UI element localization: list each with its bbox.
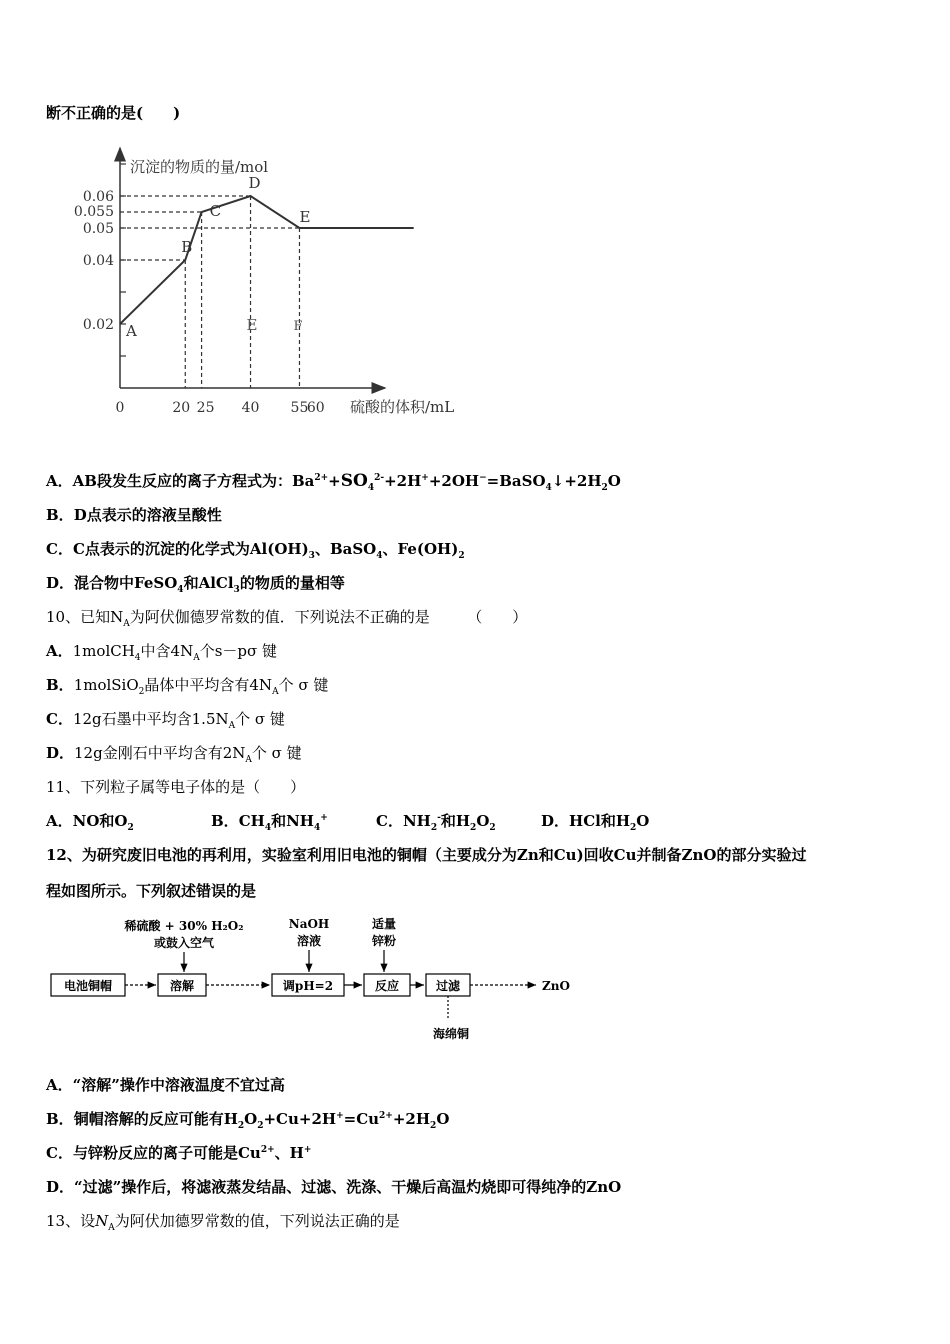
q10-option-d: D．12g金刚石中平均含有$2N_A$个 σ 键 <box>46 744 302 765</box>
q12-stem-line1: 12、为研究废旧电池的再利用，实验室利用旧电池的铜帽（主要成分为Zn和Cu)回收Cu并制备ZnO的部分实验过 <box>46 846 807 864</box>
point-label-d: D <box>248 174 261 192</box>
x-tick-label: 25 <box>196 400 215 416</box>
q12-option-c: C．与锌粉反应的离子可能是$Cu^{2+}$、H+ <box>46 1144 312 1162</box>
point-label-c: C <box>209 202 222 220</box>
q10-option-b: B．1molSiO$_2$晶体中平均含有$4N_A$个 σ 键 <box>46 676 329 697</box>
q9-option-b: B．D点表示的溶液呈酸性 <box>46 506 222 524</box>
x-axis-label: 硫酸的体积/mL <box>350 398 455 416</box>
y-tick-label: 0.05 <box>82 221 114 237</box>
x-tick-label: 0 <box>115 400 125 416</box>
point-label-b: B <box>181 238 193 256</box>
q12-option-b: B．铜帽溶解的反应可能有$H_2O_2+Cu+2H^+=Cu^{2+}+2H_2O$ <box>46 1110 450 1131</box>
reagent2-line2: 溶液 <box>296 934 322 948</box>
q9-option-d: D．混合物中FeSO$_4$和AlCl$_3$的物质的量相等 <box>46 574 345 595</box>
reagent3-line2: 锌粉 <box>371 934 397 948</box>
q11-option-d: D．HCl和$H_2O$ <box>541 812 650 833</box>
annotation-f: F <box>293 319 303 334</box>
q9-stem-tail: 断不正确的是( ) <box>46 104 181 122</box>
annotation-e: E <box>246 316 258 334</box>
y-axis-label: 沉淀的物质的量/mol <box>130 158 269 176</box>
box1-label: 电池铜帽 <box>63 979 113 993</box>
byproduct-label: 海绵铜 <box>432 1027 470 1041</box>
reagent1-line1: 稀硫酸 + 30% H₂O₂ <box>124 919 244 933</box>
y-tick-label: 0.02 <box>82 317 114 333</box>
point-label-e: E <box>299 208 311 226</box>
q9-option-a: A．AB段发生反应的离子方程式为：$Ba^{2+}+SO_4^{2-}+2H^++2OH^-=BaSO_4↓+2H_2O$ <box>46 471 621 493</box>
q12-stem-line2: 程如图所示。下列叙述错误的是 <box>46 882 257 900</box>
q10-option-c: C．12g石墨中平均含$1.5N_A$个 σ 键 <box>46 710 285 731</box>
y-tick-label: 0.055 <box>73 204 114 220</box>
x-tick-label: 40 <box>241 400 260 416</box>
y-tick-label: 0.06 <box>82 189 114 205</box>
q11-stem: 11、下列粒子属等电子体的是（ ） <box>46 778 306 796</box>
x-tick-label: 20 <box>172 400 191 416</box>
box3-label: 调pH=2 <box>282 979 334 993</box>
reagent2-line1: NaOH <box>288 917 330 931</box>
box5-label: 过滤 <box>435 979 461 993</box>
box4-label: 反应 <box>374 979 400 993</box>
q10-option-a: A．1molCH$_4$中含$4N_A$个s－pσ 键 <box>46 642 278 663</box>
y-tick-label: 0.04 <box>82 253 114 269</box>
q12-flow-diagram <box>46 910 606 1050</box>
precipitate-chart <box>60 140 510 430</box>
q12-option-a: A．“溶解”操作中溶液温度不宜过高 <box>46 1076 285 1094</box>
q11-options <box>46 810 649 833</box>
q12-option-d: D．“过滤”操作后，将滤液蒸发结晶、过滤、洗涤、干燥后高温灼烧即可得纯净的ZnO <box>46 1178 622 1196</box>
point-label-a: A <box>126 322 137 340</box>
q11-option-c: C．$NH_2^-$和$H_2O_2$ <box>376 812 496 833</box>
q11-option-a: A．NO和$O_2$ <box>46 812 134 833</box>
box2-label: 溶解 <box>169 979 195 993</box>
x-tick-label: 60 <box>306 400 325 416</box>
q10-stem: 10、已知$N_A$为阿伏伽德罗常数的值．下列说法不正确的是 （ ） <box>46 608 528 629</box>
q11-option-b: B．$CH_4$和$NH_4^+$ <box>211 812 328 833</box>
x-tick-label: 55 <box>290 400 309 416</box>
q13-stem: 13、设$N_A$为阿伏加德罗常数的值，下列说法正确的是 <box>46 1212 400 1233</box>
q9-option-c: C．C点表示的沉淀的化学式为$Al(OH)_3$、BaSO$_4$、$Fe(OH)_2$ <box>46 540 465 561</box>
product-label: ZnO <box>542 979 570 993</box>
reagent3-line1: 适量 <box>371 917 397 931</box>
reagent1-line2: 或鼓入空气 <box>153 936 215 950</box>
